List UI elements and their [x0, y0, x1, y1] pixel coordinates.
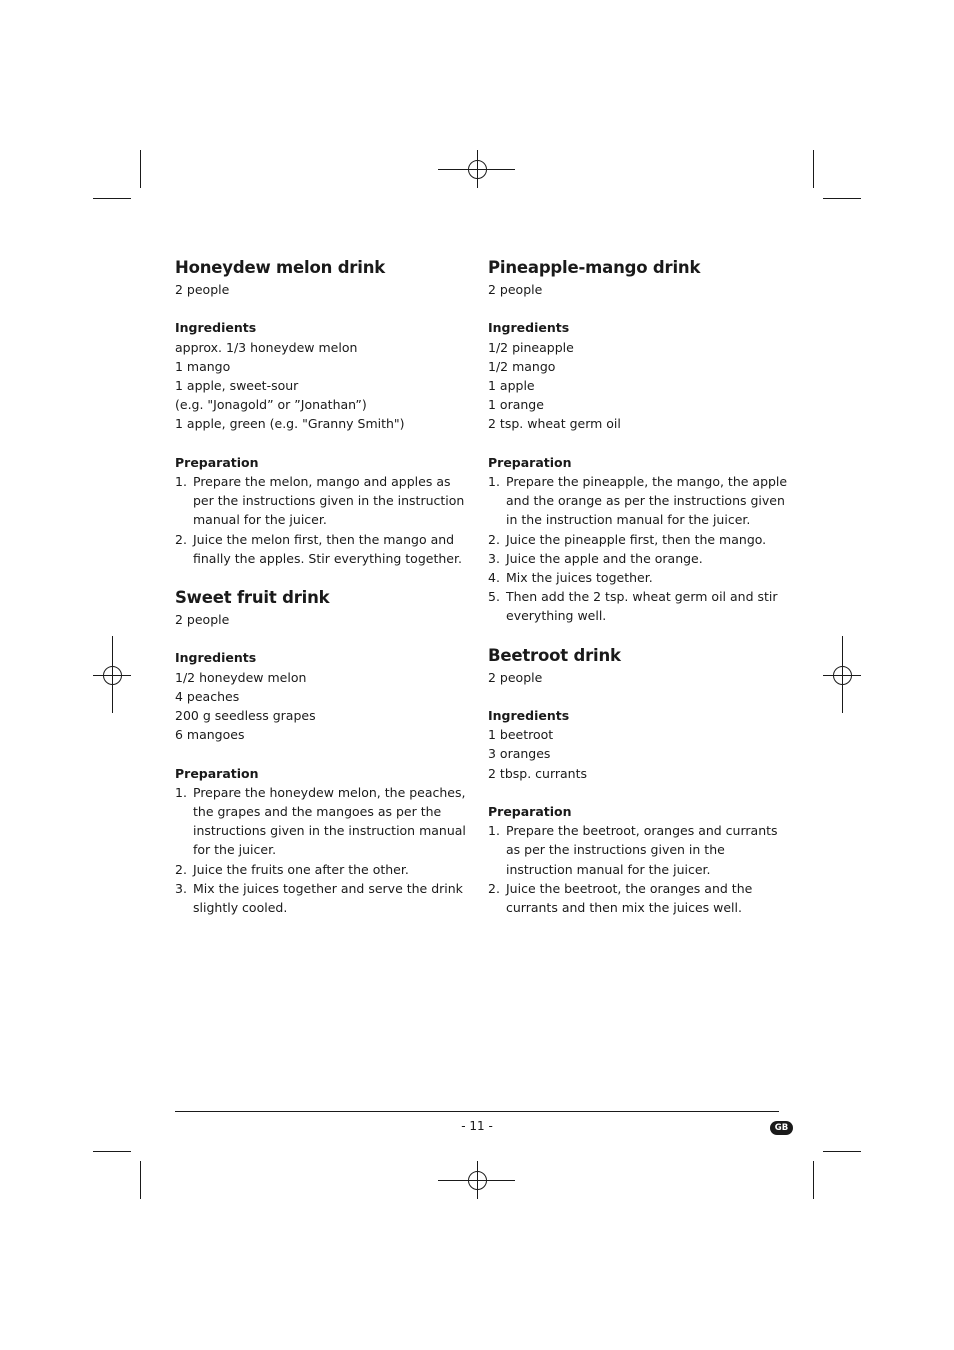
- ingredients-list: [488, 338, 788, 434]
- ingredient-item: 4 peaches: [175, 688, 240, 704]
- step-item: [488, 821, 788, 879]
- step-item: [488, 472, 788, 530]
- step-item: [175, 879, 475, 917]
- preparation-steps: [488, 821, 788, 917]
- ingredient-item: 1 apple: [488, 378, 535, 393]
- preparation-heading: Preparation: [488, 454, 572, 470]
- ingredients-heading: Ingredients: [175, 320, 257, 336]
- step-text: Juice the beetroot, the oranges and the currants and then mix the juices well.: [506, 880, 753, 916]
- recipe-title: Beetroot drink: [488, 645, 621, 665]
- step-number: 2.: [175, 861, 187, 877]
- preparation-steps: [488, 472, 788, 626]
- step-number: 1.: [175, 784, 187, 800]
- step-item: [175, 472, 475, 530]
- ingredient-item: 1 apple, sweet-sour: [175, 378, 299, 393]
- recipe-pineapple-mango-drink: [488, 256, 788, 626]
- recipe-title: Sweet fruit drink: [175, 588, 330, 608]
- step-number: 4.: [488, 570, 500, 586]
- recipe-honeydew-melon-drink: [175, 256, 475, 568]
- preparation-heading: Preparation: [488, 804, 572, 820]
- ingredients-list: [488, 725, 788, 783]
- recipe-beetroot-drink: [488, 644, 788, 918]
- ingredient-item: 1 mango: [175, 358, 231, 374]
- ingredient-item: 1/2 honeydew melon: [175, 669, 307, 685]
- step-number: 1.: [488, 823, 500, 839]
- footer-rule: [175, 1111, 779, 1112]
- ingredient-item: 1 orange: [488, 397, 544, 413]
- right-column: [488, 256, 788, 917]
- ingredient-item: 1 beetroot: [488, 727, 554, 743]
- step-number: 3.: [488, 550, 500, 566]
- preparation-heading: Preparation: [175, 765, 259, 781]
- step-number: 1.: [175, 474, 187, 489]
- servings: 2 people: [175, 282, 230, 297]
- step-number: 3.: [175, 880, 187, 896]
- step-text: Juice the fruits one after the other.: [193, 861, 409, 877]
- preparation-steps: [175, 783, 475, 917]
- step-text: Prepare the pineapple, the mango, the apple and the orange as per the instructions given in the instruction manual for the juicer.: [506, 474, 788, 528]
- step-text: Mix the juices together and serve the drink slightly cooled.: [193, 880, 463, 916]
- step-item: [488, 568, 788, 587]
- preparation-steps: [175, 472, 475, 568]
- ingredient-item: 2 tsp. wheat germ oil: [488, 416, 621, 432]
- step-item: [488, 549, 788, 568]
- step-text: Juice the pineapple first, then the mango.: [506, 531, 767, 547]
- ingredient-item: (e.g. "Jonagold” or ”Jonathan”): [175, 397, 367, 413]
- ingredients-heading: Ingredients: [488, 708, 570, 724]
- step-text: Juice the melon first, then the mango and finally the apples. Stir everything together.: [193, 531, 462, 566]
- step-number: 5.: [488, 589, 500, 605]
- step-number: 1.: [488, 474, 500, 489]
- step-number: 2.: [175, 531, 187, 547]
- ingredients-list: [175, 668, 475, 745]
- step-text: Prepare the melon, mango and apples as per the instructions given in the instruction manual for the juicer.: [193, 474, 465, 528]
- recipe-title: Pineapple-mango drink: [488, 258, 701, 277]
- step-text: Mix the juices together.: [506, 570, 653, 586]
- step-text: Prepare the beetroot, oranges and currants as per the instructions given in the instruction manual for the juicer.: [506, 823, 778, 877]
- preparation-heading: Preparation: [175, 454, 259, 470]
- page-number: - 11 -: [461, 1119, 493, 1133]
- step-item: [175, 783, 475, 860]
- step-number: 2.: [488, 531, 500, 547]
- step-item: [488, 879, 788, 917]
- step-item: [175, 860, 475, 879]
- language-badge: GB: [770, 1121, 793, 1135]
- ingredient-item: 1/2 mango: [488, 358, 556, 374]
- recipe-sweet-fruit-drink: [175, 586, 475, 917]
- ingredients-list: [175, 338, 475, 434]
- step-item: [488, 587, 788, 625]
- ingredient-item: 6 mangoes: [175, 727, 245, 743]
- ingredient-item: 1 apple, green (e.g. "Granny Smith"): [175, 416, 405, 432]
- ingredient-item: approx. 1/3 honeydew melon: [175, 339, 358, 355]
- step-text: Juice the apple and the orange.: [506, 550, 703, 566]
- step-number: 2.: [488, 880, 500, 896]
- ingredient-item: 2 tbsp. currants: [488, 765, 588, 781]
- recipe-title: Honeydew melon drink: [175, 258, 386, 277]
- step-item: [488, 530, 788, 549]
- step-text: Then add the 2 tsp. wheat germ oil and stir everything well.: [506, 589, 778, 624]
- ingredient-item: 3 oranges: [488, 746, 551, 762]
- ingredients-heading: Ingredients: [175, 650, 257, 666]
- step-text: Prepare the honeydew melon, the peaches, the grapes and the mangoes as per the instructions given in the instruction manual for the juicer.: [193, 784, 466, 858]
- step-item: [175, 530, 475, 568]
- ingredient-item: 1/2 pineapple: [488, 339, 574, 355]
- ingredient-item: 200 g seedless grapes: [175, 708, 316, 724]
- servings: 2 people: [488, 669, 543, 685]
- ingredients-heading: Ingredients: [488, 320, 570, 336]
- servings: 2 people: [488, 282, 543, 297]
- left-column: [175, 256, 475, 917]
- servings: 2 people: [175, 612, 230, 628]
